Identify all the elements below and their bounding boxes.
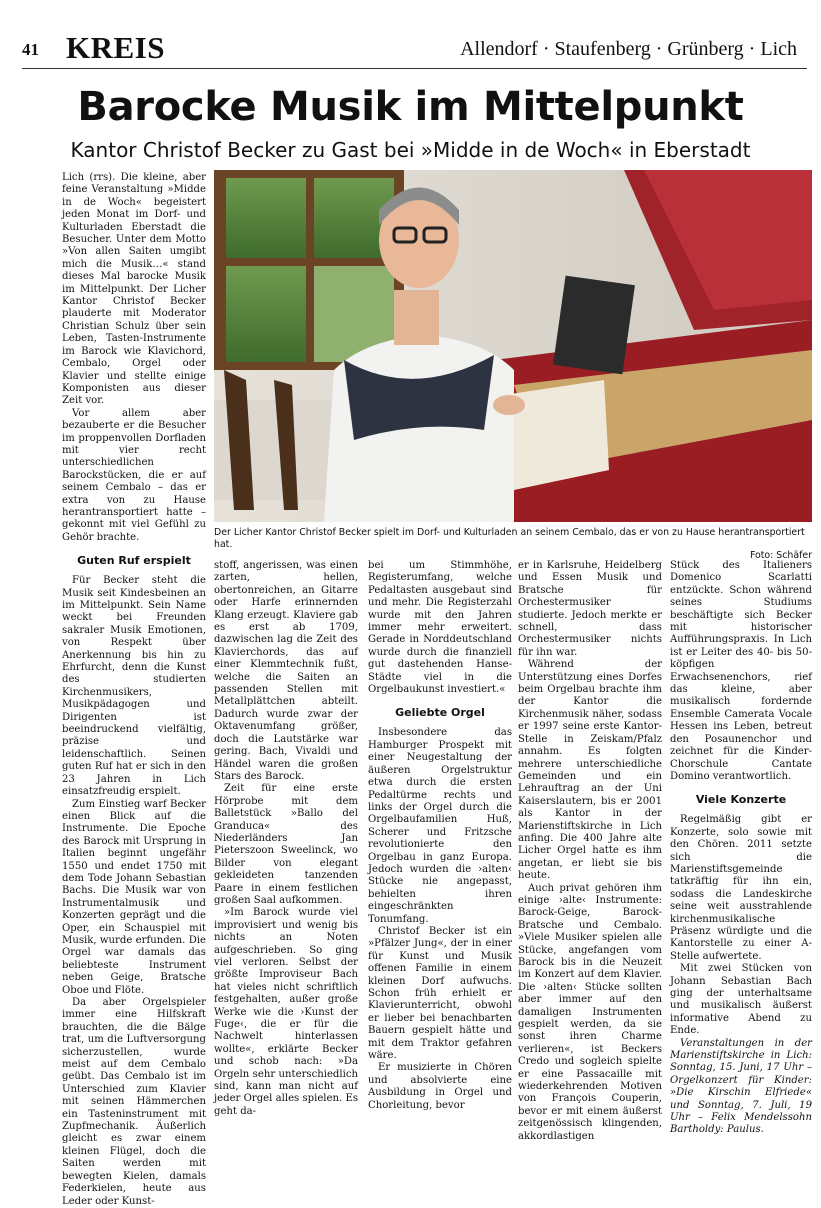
paragraph: Während der Unterstützung eines Dorfes beim Orgelbau brachte ihm der Kantor die Kirchenmusik näher, sodass er 1997 seine erste Kantor-Stelle in Zeiskam/Pfalz annahm. Es folgten mehrere unterschiedliche Gemeinden und ein Lehrauftrag an der Uni Kaiserslautern, bis er 2001 als Kantor in der Marienstiftskirche in Lich anfing. Die 400 Jahre alte Licher Orgel hatte es ihm angetan, er liebt sie bis heute. (518, 659, 662, 882)
paragraph: Zeit für eine erste Hörprobe mit dem Balletstück »Ballo del Granduca« des Niederländers Jan Pieterszoon Sweelinck, wo Bilder von elegant gekleideten tanzenden Paare in einem festlichen großen Saal aufkommen. (214, 783, 358, 906)
article-column-1 (62, 172, 206, 1208)
article-column-4 (518, 560, 662, 1143)
headline: Barocke Musik im Mittelpunkt (77, 84, 744, 130)
paragraph: »Im Barock wurde viel improvisiert und wenig bis nichts an Noten aufgeschrieben. So ging viel verloren. Selbst der größte Improviseur Bach hat vieles nicht schriftlich festgehalten, außer große Werke wie die ›Kunst der Fuge‹, die er für die Nachwelt hinterlassen wollte«, erklärte Becker und schob nach: »Da Orgeln sehr unterschiedlich sind, kann man nicht auf jeder Orgel alles spielen. Es geht da- (214, 907, 358, 1117)
towns-line: Allendorf · Staufenberg · Grünberg · Lich (460, 38, 797, 60)
paragraph: Er musizierte in Chören und absolvierte eine Ausbildung in Orgel und Chorleitung, bevor (368, 1062, 512, 1111)
paragraph: Christof Becker ist ein »Pfälzer Jung«, der in einer für Kunst und Musik offenen Familie in einem kleinen Dorf aufwuchs. Schon früh erhielt er Klavierunterricht, obwohl er lieber bei benachbarten Bauern gespielt hätte und mit dem Traktor gefahren wäre. (368, 925, 512, 1062)
article-column-3 (368, 560, 512, 1112)
page-number: 41 (22, 40, 39, 59)
paragraph: Auch privat gehören ihm einige ›alte‹ Instrumente: Barock-Geige, Barock-Bratsche und Cembalo. »Viele Musiker spielen alle Stücke, angefangen vom Barock bis in die Neuzeit im Konzert auf dem Klavier. Die ›alten‹ Stücke sollten aber immer auf den damaligen Instrumenten gespielt werden, da sie sonst ihren Charme verlieren«, ist Beckers Credo und sogleich spielte er eine Passacaille mit wiederkehrenden Motiven von François Couperin, bevor er mit einem äußerst zeitgenössisch klingenden, akkordlastigen (518, 882, 662, 1142)
subheading: Guten Ruf erspielt (77, 554, 191, 568)
paragraph: bei um Stimmhöhe, Registerumfang, welche Pedaltasten ausgebaut sind und mehr. Die Registerzahl wurde mit den Jahren immer mehr erweitert. Gerade in Norddeutschland wurde durch die finanziell gut dastehenden Hanse-Städte viel in die Orgelbaukunst investiert.« (368, 560, 512, 696)
photo-caption (214, 527, 812, 562)
paragraph: Mit zwei Stücken von Johann Sebastian Bach ging der unterhaltsame und musikalisch äußerst informative Abend zu Ende. (670, 963, 812, 1037)
header-rule (22, 68, 807, 69)
paragraph: Regelmäßig gibt er Konzerte, solo sowie mit den Chören. 2011 setzte sich die Marienstiftsgemeinde tatkräftig für ihn ein, sodass die Landeskirche seine weit ausstrahlende kirchenmusikalische Präsenz würdigte und die Kantorstelle zu einer A-Stelle aufwertete. (670, 814, 812, 962)
paragraph: Vor allem aber bezauberte er die Besucher im proppenvollen Dorfladen mit vier recht unterschiedlichen Barockstücken, die er auf seinem Cembalo – das er extra von zu Hause herantransportiert hatte – gekonnt mit viel Gefühl zu Gehör brachte. (62, 407, 206, 543)
article-photo (214, 170, 812, 522)
paragraph: Da aber Orgelspieler immer eine Hilfskraft brauchten, die die Bälge trat, um die Luftversorgung sicherzustellen, wurde meist auf dem Cembalo geübt. Das Cembalo ist im Unterschied zum Klavier mit seinen Hämmerchen ein Tasteninstrument mit Zupfmechanik. Äußerlich gleicht es zwar einem kleinen Flügel, doch die Saiten werden mit bewegten Kielen, damals Federkielen, heute aus Leder oder Kunst- (62, 997, 206, 1207)
paragraph: stoff, angerissen, was einen zarten, hellen, obertonreichen, an Gitarre oder Harfe erinnernden Klang erzeugt. Klaviere gab es erst ab 1709, dazwischen lag die Zeit des Klavierchords, das auf einer Klemmtechnik fußt, welche die Saiten an passenden Stellen mit Metallplättchen abteilt. Dadurch wurde zwar der Oktavenumfang größer, doch die Lautstärke war gering. Bach, Vivaldi und Händel waren die großen Stars des Barock. (214, 560, 358, 782)
section-title: KREIS (66, 30, 165, 65)
event-note: Veranstaltungen in der Marienstiftskirche in Lich: Sonntag, 15. Juni, 17 Uhr – Orgelkonzert für Kinder: »Die Kirschin Elfriede« und Sonntag, 7. Juli, 19 Uhr – Felix Mendelssohn Bartholdy: Paulus. (670, 1037, 812, 1136)
paragraph: Insbesondere das Hamburger Prospekt mit einer Neugestaltung der äußeren Orgelstruktur etwa durch die ersten Pedaltürme rechts und links der Orgel durch die Orgelbaufamilien Huß, Scherer und Fritzsche revolutionierte den Orgelbau in ganz Europa. Jedoch wurden die ›alten‹ Stücke nie angepasst, behielten ihren eingeschränkten Tonumfang. (368, 727, 512, 925)
photo-credit: Foto: Schäfer (749, 550, 812, 561)
paragraph: Stück des Italieners Domenico Scarlatti entzückte. Schon während seines Studiums beschäftigte sich Becker mit historischer Aufführungspraxis. In Lich ist er Leiter des 40- bis 50-köpfigen Erwachsenenchors, rief das kleine, aber musikalisch fordernde Ensemble Camerata Vocale Hessen ins Leben, betreut den Posaunenchor und zeichnet für die Kinder-Chorschule Cantate Domino verantwortlich. (670, 560, 812, 782)
photo-cembalo-player (214, 170, 812, 522)
caption-text: Der Licher Kantor Christof Becker spielt im Dorf- und Kulturladen an seinem Cembalo, das er von zu Hause herantransportiert hat. (214, 527, 805, 550)
paragraph: Für Becker steht die Musik seit Kindesbeinen an im Mittelpunkt. Sein Name weckt bei Freunden sakraler Musik Emotionen, von Respekt über Anerkennung bis hin zu Ehrfurcht, denn die Kunst des studierten Kirchenmusikers, Musikpädagogen und Dirigenten ist beeindruckend vielfältig, präzise und leidenschaftlich. Seinen guten Ruf hat er sich in den 23 Jahren in Lich einsatzfreudig erspielt. (62, 575, 206, 798)
subheading: Viele Konzerte (695, 793, 787, 807)
article-column-2 (214, 560, 358, 1118)
subheadline: Kantor Christof Becker zu Gast bei »Midde in de Woch« in Eberstadt (70, 138, 751, 162)
page-header (22, 28, 807, 68)
paragraph: er in Karlsruhe, Heidelberg und Essen Musik und Bratsche für Orchestermusiker studierte. Jedoch merkte er schnell, dass Orchestermusiker nichts für ihn war. (518, 560, 662, 658)
paragraph: Lich (rrs). Die kleine, aber feine Veranstaltung »Midde in de Woch« begeistert jeden Monat im Dorf- und Kulturladen Eberstadt die Besucher. Unter dem Motto »Von allen Saiten umgibt mich die Musik…« stand dieses Mal barocke Musik im Mittelpunkt. Der Licher Kantor Christof Becker plauderte mit Moderator Christian Schulz über sein Leben, Tasten-Instrumente im Barock wie Klavichord, Cembalo, Orgel oder Klavier und stellte einige Komponisten aus dieser Zeit vor. (62, 172, 206, 407)
subheading: Geliebte Orgel (395, 706, 485, 720)
paragraph: Zum Einstieg warf Becker einen Blick auf die Instrumente. Die Epoche des Barock mit Ursprung in Italien beginnt ungefähr 1550 und endet 1750 mit dem Tode Johann Sebastian Bachs. Die Musik war von Instrumentalmusik und Konzerten geprägt und die Oper, ein Schauspiel mit Musik, wurde erfunden. Die Orgel war damals das beliebteste Instrument neben Geige, Bratsche Oboe und Flöte. (62, 798, 206, 996)
article-column-5 (670, 560, 812, 1137)
